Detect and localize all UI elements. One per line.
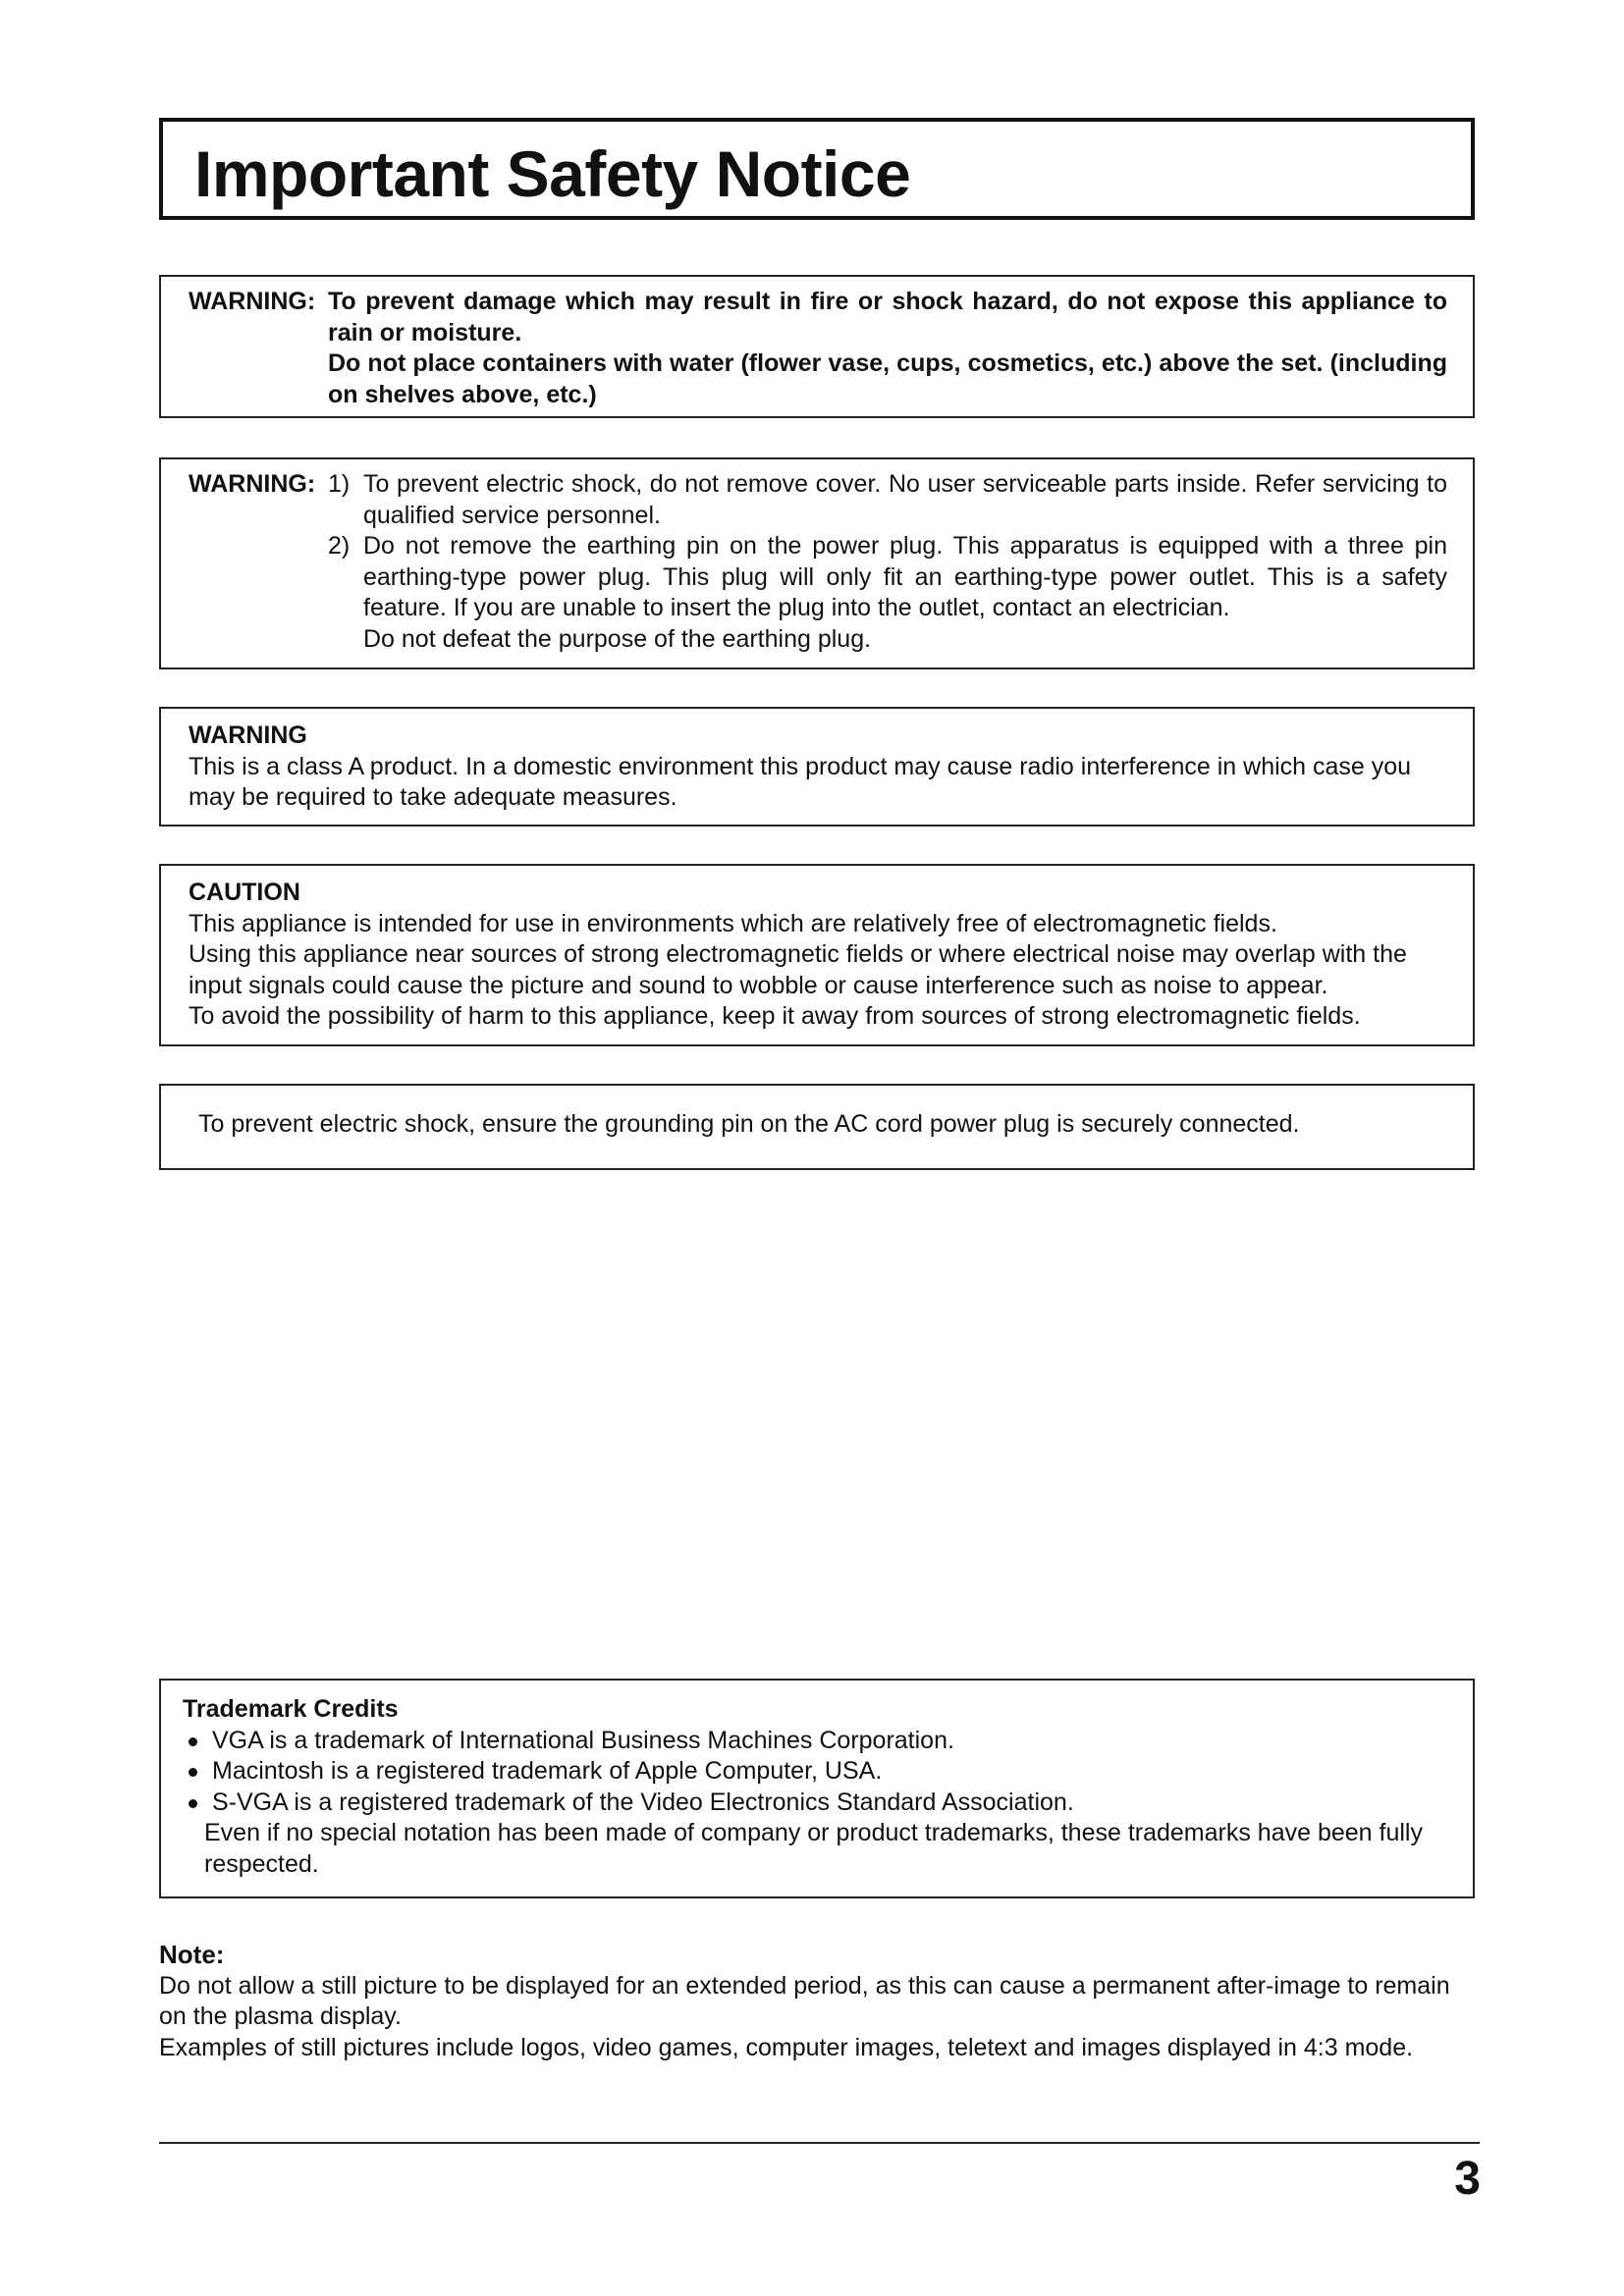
caution-box (159, 864, 1475, 1046)
caution-line: To avoid the possibility of harm to this appliance, keep it away from sources of strong electromagnetic fields. (189, 1002, 1361, 1030)
warning-electric-box (159, 457, 1475, 669)
grounding-notice-text: To prevent electric shock, ensure the grounding pin on the AC cord power plug is securely connected. (198, 1110, 1300, 1138)
trademark-credits-box (159, 1679, 1475, 1898)
class-a-text: This is a class A product. In a domestic environment this product may cause radio interference in which case you may be required to take adequate measures. (189, 752, 1412, 811)
trademark-item: VGA is a trademark of International Business Machines Corporation. (183, 1726, 1447, 1757)
trademark-item: S-VGA is a registered trademark of the Video Electronics Standard Association. (183, 1788, 1447, 1819)
title-box (159, 118, 1475, 220)
item-text: To prevent electric shock, do not remove cover. No user serviceable parts inside. Refer servicing to qualified service personnel. (363, 470, 1447, 529)
warning-item (328, 531, 1447, 624)
warning-label: WARNING: (189, 288, 316, 315)
page-number: 3 (1454, 2153, 1481, 2205)
trademark-note: Even if no special notation has been made of company or product trademarks, these trademarks have been fully respected. (204, 1819, 1423, 1878)
caution-line: This appliance is intended for use in environments which are relatively free of electromagnetic fields. (189, 909, 1277, 937)
warning-containers-text: Do not place containers with water (flower vase, cups, cosmetics, etc.) above the set. (including on shelves above, etc.) (328, 349, 1447, 408)
note-heading: Note: (159, 1940, 225, 1969)
note-section (159, 1940, 1480, 2063)
note-line: Do not allow a still picture to be displayed for an extended period, as this can cause a permanent after-image to remain on the plasma display. (159, 1971, 1450, 2030)
page-title: Important Safety Notice (194, 137, 911, 210)
earthing-plug-note: Do not defeat the purpose of the earthing plug. (363, 624, 872, 653)
trademark-item: Macintosh is a registered trademark of Apple Computer, USA. (183, 1756, 1447, 1788)
grounding-notice-box (159, 1084, 1475, 1170)
caution-heading: CAUTION (189, 879, 300, 906)
warning-item (328, 469, 1447, 531)
trademark-heading: Trademark Credits (183, 1695, 399, 1723)
footer-divider (159, 2142, 1480, 2144)
warning-class-a-box (159, 707, 1475, 827)
warning-moisture-text: To prevent damage which may result in fire or shock hazard, do not expose this appliance to rain or moisture. (328, 288, 1447, 347)
item-text: Do not remove the earthing pin on the power plug. This apparatus is equipped with a three pin earthing-type power plug. This plug will only fit an earthing-type power outlet. This is a safety feature. If you are unable to insert the plug into the outlet, contact an electrician. (363, 532, 1447, 621)
caution-line: Using this appliance near sources of strong electromagnetic fields or where electrical noise may overlap with the input signals could cause the picture and sound to wobble or cause interference such as noise to appear. (189, 940, 1407, 999)
warning-heading: WARNING (189, 721, 307, 749)
item-number: 1) (328, 470, 351, 498)
note-line: Examples of still pictures include logos, video games, computer images, teletext and images displayed in 4:3 mode. (159, 2033, 1414, 2061)
warning-moisture-box (159, 275, 1475, 418)
item-number: 2) (328, 532, 351, 560)
warning-label: WARNING: (189, 470, 316, 498)
trademark-list (183, 1726, 1447, 1819)
